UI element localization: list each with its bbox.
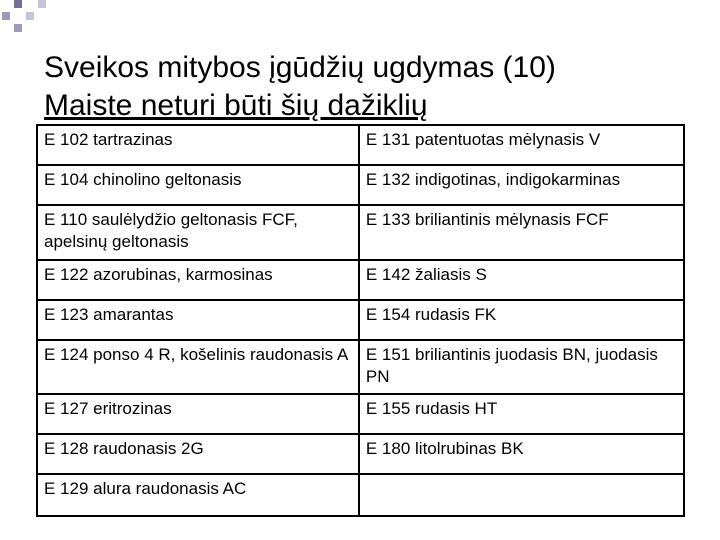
deco-square [2,12,10,20]
table-cell: E 129 alura raudonasis AC [37,474,359,516]
table-cell [359,474,684,516]
deco-square [14,24,22,32]
table-row [37,394,684,434]
table-cell: E 131 patentuotas mėlynasis V [359,125,684,165]
table-cell: E 142 žaliasis S [359,260,684,300]
table-row [37,340,684,394]
table-row [37,165,684,205]
table-cell: E 123 amarantas [37,300,359,340]
table-row [37,205,684,260]
table-cell: E 122 azorubinas, karmosinas [37,260,359,300]
table-cell: E 132 indigotinas, indigokarminas [359,165,684,205]
table-cell: E 180 litolrubinas BK [359,434,684,474]
table-cell: E 104 chinolino geltonasis [37,165,359,205]
table-row [37,260,684,300]
table-row [37,125,684,165]
table-cell: E 133 briliantinis mėlynasis FCF [359,205,684,260]
table-row [37,300,684,340]
decorative-squares [0,0,60,44]
slide-subtitle: Maiste neturi būti šių dažiklių [44,89,428,122]
table-cell: E 124 ponso 4 R, košelinis raudonasis A [37,340,359,394]
table-cell: E 151 briliantinis juodasis BN, juodasis PN [359,340,684,394]
deco-square [26,12,34,20]
slide-title: Sveikos mitybos įgūdžių ugdymas (10) [44,51,556,84]
table-cell: E 110 saulėlydžio geltonasis FCF, apelsinų geltonasis [37,205,359,260]
colorants-table [36,124,685,517]
deco-square [14,0,22,8]
table-cell: E 127 eritrozinas [37,394,359,434]
table-row [37,434,684,474]
table-cell: E 102 tartrazinas [37,125,359,165]
table-row [37,474,684,516]
table-cell: E 128 raudonasis 2G [37,434,359,474]
table-cell: E 154 rudasis FK [359,300,684,340]
deco-square [38,0,46,8]
table-cell: E 155 rudasis HT [359,394,684,434]
